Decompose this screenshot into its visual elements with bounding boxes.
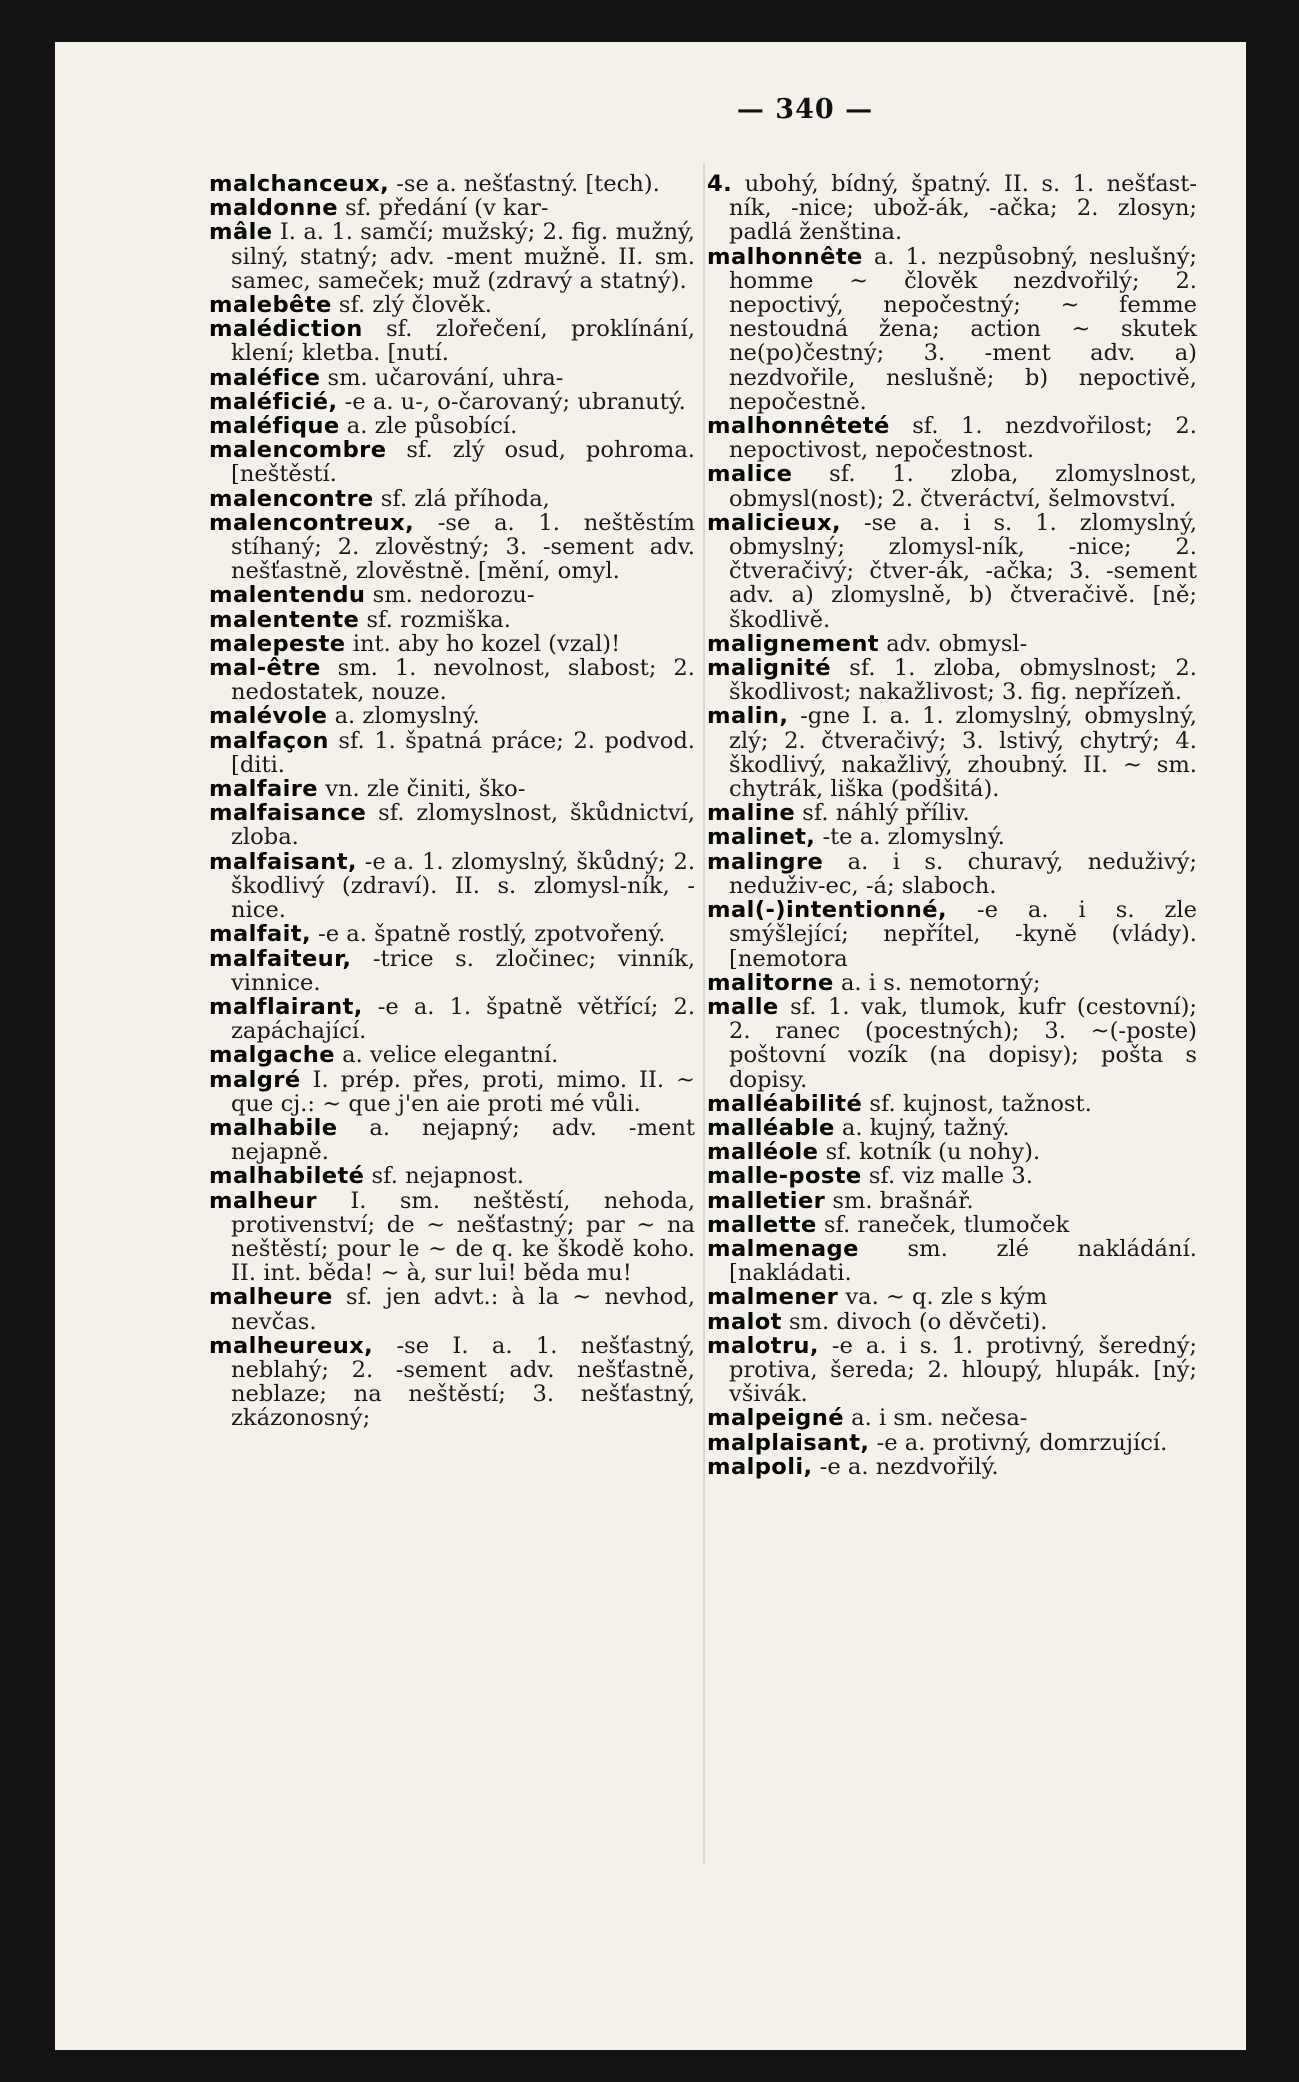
dictionary-entry: malléabilité sf. kujnost, tažnost. [707,1090,1092,1117]
dictionary-entry: malléole sf. kotník (u nohy). [707,1139,1041,1166]
dictionary-entry: 4. ubohý, bídný, špatný. II. s. 1. nešťast-ník, -nice; ubož-ák, -ačka; 2. zlosyn; padlá ženština. [707,171,1197,246]
dictionary-entry: malheure sf. jen advt.: à la ~ nevhod, nevčas. [209,1284,695,1335]
dictionary-entry: malencontreux, -se a. 1. neštěstím stíhaný; 2. zlověstný; 3. -sement adv. nešťastně, zlověstně. [mění, omyl. [209,509,695,585]
dictionary-entry: malotru, -e a. i s. 1. protivný, šeredný; protiva, šereda; 2. hloupý, hlupák. [ný; všivák. [707,1332,1197,1408]
dictionary-entry: malfaire vn. zle činiti, ško- [209,776,526,803]
dictionary-entry: malgache a. velice elegantní. [209,1042,559,1069]
dictionary-entry: malédiction sf. zlořečení, proklínání, klení; kletba. [nutí. [209,316,695,367]
dictionary-entry: malentente sf. rozmiška. [209,606,511,633]
dictionary-entry: malencontre sf. zlá příhoda, [209,485,550,512]
dictionary-entry: maléfique a. zle působící. [209,413,518,440]
dictionary-entry: malignité sf. 1. zloba, obmyslnost; 2. škodlivost; nakažlivost; 3. fig. nepřízeň. [707,655,1197,706]
dictionary-entry: maléfice sm. učarování, uhra- [209,364,564,391]
dictionary-entry: malencombre sf. zlý osud, pohroma. [neštěstí. [209,437,695,488]
left-column [209,172,695,1431]
dictionary-entry: malhabile a. nejapný; adv. -ment nejapně. [209,1114,695,1166]
dictionary-entry: malignement adv. obmysl- [707,630,1028,657]
dictionary-entry: malebête sf. zlý člověk. [209,292,492,319]
dictionary-entry: malléable a. kujný, tažný. [707,1114,1010,1141]
dictionary-entry: malhonnêteté sf. 1. nezdvořilost; 2. nepoctivost, nepočestnost. [707,413,1197,464]
dictionary-entry: malfait, -e a. špatně rostlý, zpotvořený. [209,921,666,948]
dictionary-entry: malfaiteur, -trice s. zločinec; vinník, vinnice. [209,945,695,996]
dictionary-entry: mallette sf. raneček, tlumoček [707,1211,1070,1238]
dictionary-entry: malhabileté sf. nejapnost. [209,1163,524,1190]
dictionary-entry: malepeste int. aby ho kozel (vzal)! [209,630,621,657]
right-column [707,172,1197,1479]
dictionary-entry: maldonne sf. předání (v kar- [209,195,549,222]
dictionary-entry: malfaisance sf. zlomyslnost, škůdnictví, zloba. [209,800,695,851]
dictionary-entry: malheureux, -se I. a. 1. nešťastný, neblahý; 2. -sement adv. nešťastně, neblaze; na neštěstí; 3. nešťastný, zkázonosný; [209,1332,695,1432]
dictionary-entry: malinet, -te a. zlomyslný. [707,824,1005,851]
dictionary-entry: malfaçon sf. 1. špatná práce; 2. podvod. [diti. [209,727,695,778]
dictionary-entry: malplaisant, -e a. protivný, domrzující. [707,1429,1168,1456]
dictionary-entry: malot sm. divoch (o děvčeti). [707,1308,1048,1335]
dictionary-entry: malflairant, -e a. 1. špatně větřící; 2. zapáchající. [209,993,695,1045]
dictionary-entry: malmenage sm. zlé nakládání. [nakládati. [707,1235,1197,1287]
dictionary-page [55,42,1246,2050]
dictionary-entry: mal-être sm. 1. nevolnost, slabost; 2. nedostatek, nouze. [209,655,695,706]
column-divider [703,164,705,1864]
dictionary-entry: maléficié, -e a. u-, o-čarovaný; ubranutý. [209,388,686,415]
dictionary-entry: malchanceux, -se a. nešťastný. [tech). [209,171,660,197]
dictionary-entry: malin, -gne I. a. 1. zlomyslný, obmyslný, zlý; 2. čtveračivý; 3. lstivý, chytrý; 4. škodlivý, nakažlivý, zhoubný. II. ~ sm. chytrák, liška (podšitá). [707,703,1197,803]
dictionary-entry: malheur I. sm. neštěstí, nehoda, protivenství; de ~ nešťastný; par ~ na neštěstí; pour le ~ de q. ke škodě koho. II. int. běda! ~ à, sur lui! běda mu! [209,1187,695,1287]
dictionary-entry: malhonnête a. 1. nezpůsobný, neslušný; homme ~ člověk nezdvořilý; 2. nepoctivý, nepočestný; ~ femme nestoudná žena; action ~ skutek ne(po)čestný; 3. -ment adv. a) nezdvořile, neslušně; b) nepoctivě, nepočestně. [707,243,1197,415]
dictionary-entry: maline sf. náhlý příliv. [707,800,970,827]
dictionary-entry: malle sf. 1. vak, tlumok, kufr (cestovní); 2. ranec (pocestných); 3. ~(-poste) poštovní vozík (na dopisy); pošta s dopisy. [707,993,1197,1093]
dictionary-entry: malitorne a. i s. nemotorný; [707,969,1041,996]
dictionary-entry: malingre a. i s. churavý, neduživý; neduživ-ec, -á; slaboch. [707,848,1197,899]
dictionary-entry: malle-poste sf. viz malle 3. [707,1163,1033,1190]
dictionary-entry: malpoli, -e a. nezdvořilý. [707,1453,999,1480]
page-number: — 340 — [736,94,874,125]
dictionary-entry: malfaisant, -e a. 1. zlomyslný, škůdný; 2. škodlivý (zdraví). II. s. zlomysl-ník, -nice. [209,848,695,924]
dictionary-entry: malicieux, -se a. i s. 1. zlomyslný, obmyslný; zlomysl-ník, -nice; 2. čtveračivý; čtver-ák, -ačka; 3. -sement adv. a) zlomyslně, b) čtveračivě. [ně; škodlivě. [707,509,1197,633]
dictionary-entry: malévole a. zlomyslný. [209,703,480,730]
dictionary-entry: mâle I. a. 1. samčí; mužský; 2. fig. mužný, silný, statný; adv. -ment mužně. II. sm. samec, sameček; muž (zdravý a statný). [209,219,695,294]
dictionary-entry: malentendu sm. nedorozu- [209,582,535,609]
dictionary-entry: mal(-)intentionné, -e a. i s. zle smýšlející; nepřítel, -kyně (vlády). [nemotora [707,897,1197,972]
dictionary-entry: malice sf. 1. zloba, zlomyslnost, obmysl(nost); 2. čtveráctví, šelmovství. [707,461,1197,512]
dictionary-entry: malgré I. prép. přes, proti, mimo. II. ~ que cj.: ~ que j'en aie proti mé vůli. [209,1066,695,1117]
dictionary-entry: malletier sm. brašnář. [707,1187,974,1214]
dictionary-entry: malmener va. ~ q. zle s kým [707,1284,1048,1311]
dictionary-entry: malpeigné a. i sm. nečesa- [707,1405,1028,1432]
